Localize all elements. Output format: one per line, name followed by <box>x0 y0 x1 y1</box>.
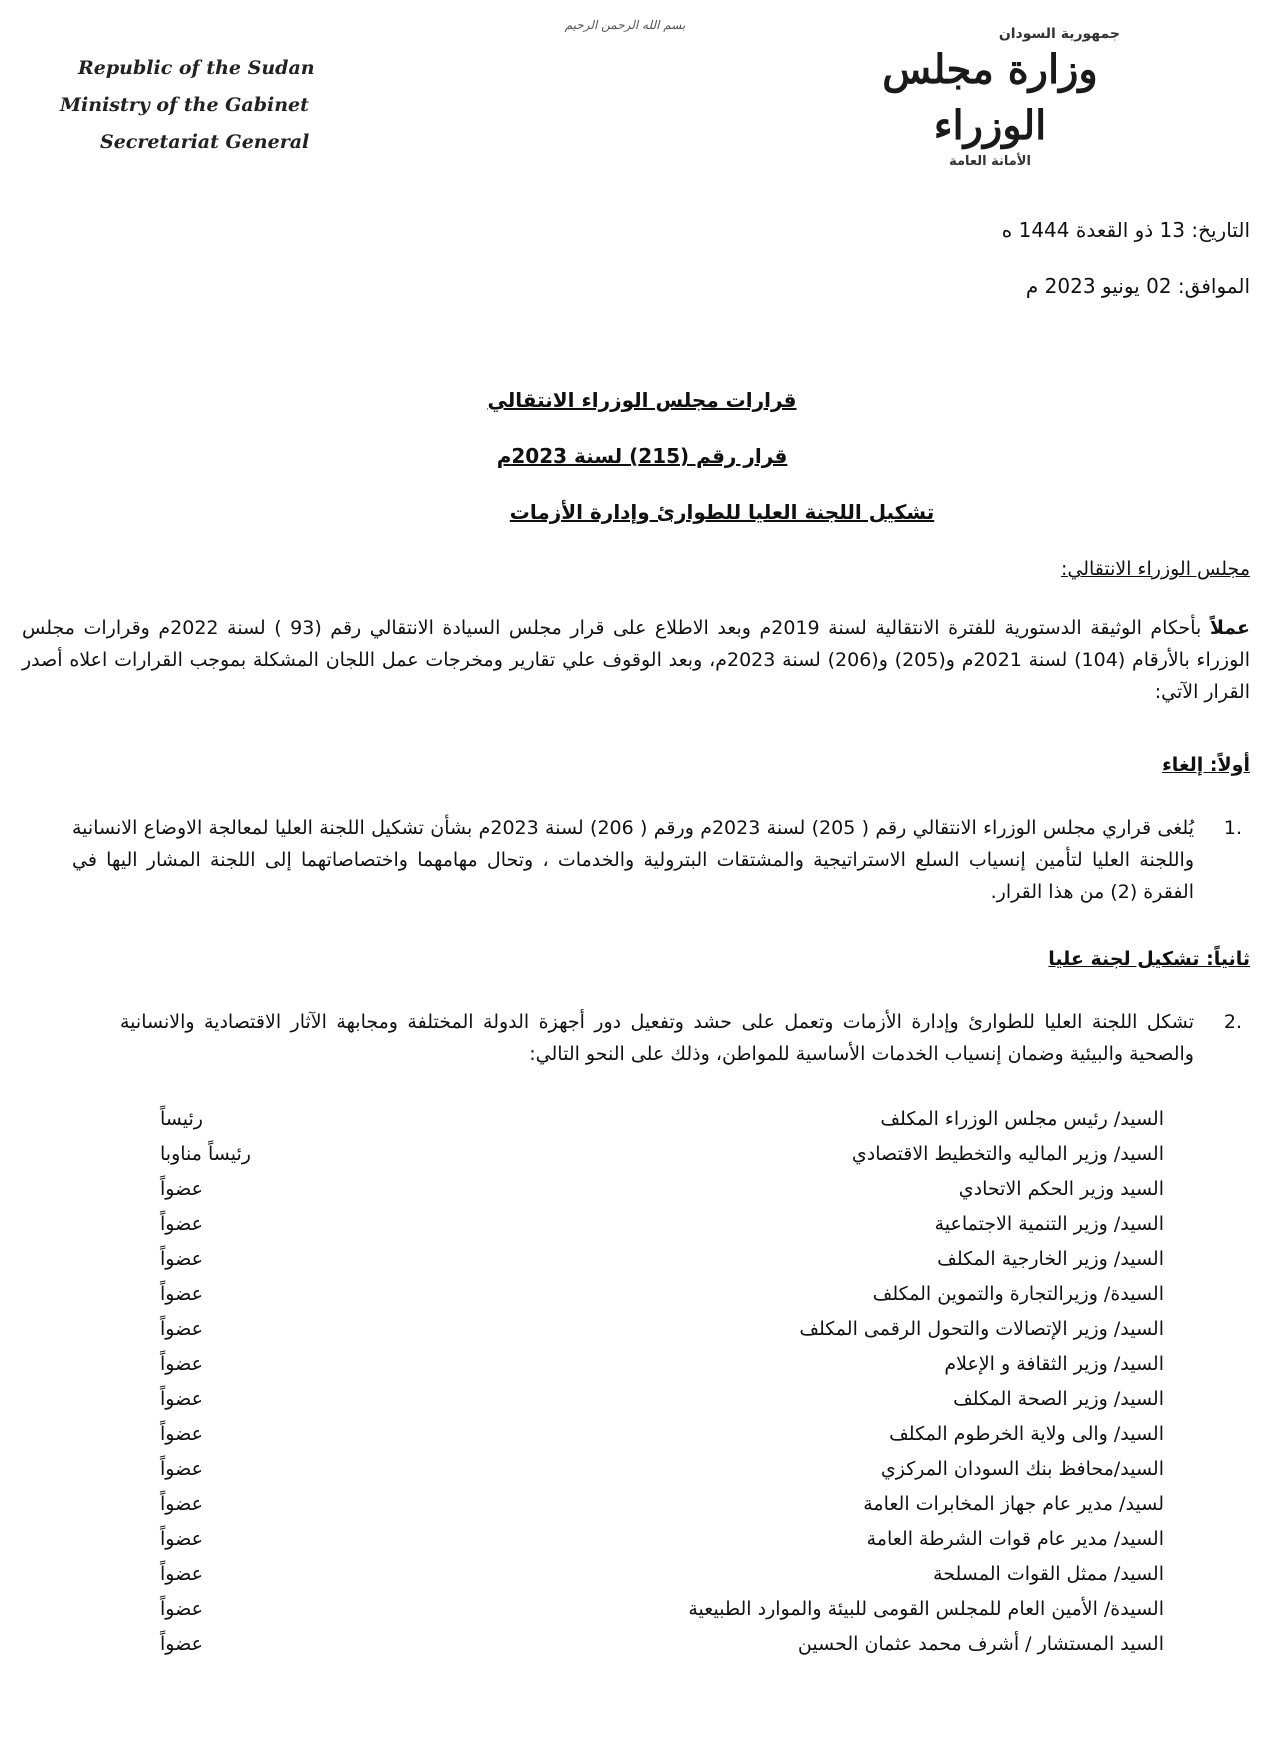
member-row <box>160 1242 1164 1277</box>
member-row <box>160 1312 1164 1347</box>
member-name: السيد/ وزير الماليه والتخطيط الاقتصادي <box>851 1143 1164 1165</box>
member-name: السيدة/ وزيرالتجارة والتموين المكلف <box>872 1283 1164 1305</box>
letterhead-en-ministry: Ministry of the Gabinet <box>60 94 309 116</box>
member-role: عضواً <box>160 1598 203 1620</box>
section-2-heading <box>1048 948 1250 970</box>
section-2-item-number: .2 <box>1223 1011 1242 1033</box>
member-name: السيد/ وزير التنمية الاجتماعية <box>934 1213 1164 1235</box>
member-row <box>160 1522 1164 1557</box>
gregorian-date: الموافق: 02 يونيو 2023 م <box>1025 274 1250 298</box>
title-decision-number-text: قرار رقم (215) لسنة 2023م <box>496 444 788 468</box>
member-name: السيد وزير الحكم الاتحادي <box>958 1178 1164 1200</box>
member-role: عضواً <box>160 1633 203 1655</box>
member-role: عضواً <box>160 1493 203 1515</box>
member-role: رئيساً مناوبا <box>160 1143 251 1165</box>
preamble-text: بأحكام الوثيقة الدستورية للفترة الانتقالية لسنة 2019م وبعد الاطلاع على قرار مجلس السيادة الانتقالي رقم (93 ) لسنة 2022م وقرارات مجلس الوزراء بالأرقام (104) لسنة 2021م و(205) و(206) لسنة 2023م، وبعد الوقوف علي تقارير ومخرجات عمل اللجان المشكلة بموجب القرارات اعلاه أصدر القرار الآتي: <box>22 617 1250 703</box>
member-name: السيد/ وزير الصحة المكلف <box>953 1388 1164 1410</box>
member-role: عضواً <box>160 1353 203 1375</box>
member-row <box>160 1277 1164 1312</box>
member-row <box>160 1417 1164 1452</box>
member-name: السيد/ وزير الثقافة و الإعلام <box>944 1353 1164 1375</box>
decision-titles <box>0 372 1284 540</box>
member-row <box>160 1487 1164 1522</box>
member-name: السيد/ وزير الخارجية المكلف <box>937 1248 1164 1270</box>
member-row <box>160 1347 1164 1382</box>
member-name: السيدة/ الأمين العام للمجلس القومى للبيئة والموارد الطبيعية <box>688 1598 1164 1620</box>
member-row <box>160 1592 1164 1627</box>
letterhead-ar-secretariat: الأمانة العامة <box>949 154 1031 169</box>
member-role: عضواً <box>160 1423 203 1445</box>
member-row <box>160 1382 1164 1417</box>
member-role: عضواً <box>160 1178 203 1200</box>
member-row <box>160 1137 1164 1172</box>
member-name: السيد/ مدير عام قوات الشرطة العامة <box>866 1528 1164 1550</box>
member-row <box>160 1452 1164 1487</box>
member-role: عضواً <box>160 1563 203 1585</box>
member-row <box>160 1102 1164 1137</box>
basmala-calligraphy: بسم الله الرحمن الرحيم <box>564 18 686 32</box>
member-name: السيد/محافظ بنك السودان المركزي <box>880 1458 1164 1480</box>
letterhead-ar-country: جمهورية السودان <box>998 26 1120 42</box>
section-2-heading-text: ثانياً: تشكيل لجنة عليا <box>1048 948 1250 970</box>
letterhead-en-republic: Republic of the Sudan <box>78 57 315 79</box>
member-role: عضواً <box>160 1388 203 1410</box>
letterhead-english <box>60 50 360 161</box>
member-role: عضواً <box>160 1458 203 1480</box>
member-name: لسيد/ مدير عام جهاز المخابرات العامة <box>863 1493 1164 1515</box>
preamble-paragraph <box>22 612 1250 708</box>
member-role: عضواً <box>160 1248 203 1270</box>
section-2-item <box>120 1006 1242 1076</box>
member-role: عضواً <box>160 1528 203 1550</box>
letterhead-ar-ministry: وزارة مجلس الوزراء <box>882 46 1098 149</box>
letterhead-en-secretariat: Secretariat General <box>100 131 310 153</box>
member-row <box>160 1207 1164 1242</box>
section-2-item-text: تشكل اللجنة العليا للطوارئ وإدارة الأزمات وتعمل على حشد وتفعيل دور أجهزة الدولة المختلفة ومجابهة الآثار الاقتصادية والانسانية والصحية والبيئية وضمان إنسياب الخدمات الأساسية للمواطن، وذلك على النحو التالي: <box>120 1011 1194 1065</box>
member-role: عضواً <box>160 1318 203 1340</box>
title-decisions <box>0 372 1284 428</box>
member-name: السيد المستشار / أشرف محمد عثمان الحسين <box>797 1633 1164 1655</box>
preamble-lead: عملاً <box>1209 617 1250 639</box>
letterhead-arabic <box>820 26 1160 169</box>
member-row <box>160 1172 1164 1207</box>
section-1-item-number: .1 <box>1223 817 1242 839</box>
member-name: السيد/ رئيس مجلس الوزراء المكلف <box>880 1108 1164 1130</box>
title-committee-text: تشكيل اللجنة العليا للطوارئ وإدارة الأزمات <box>509 500 935 524</box>
member-name: السيد/ والى ولاية الخرطوم المكلف <box>889 1423 1164 1445</box>
date-block <box>1002 202 1250 314</box>
section-1-item-text: يُلغى قراري مجلس الوزراء الانتقالي رقم ( 205) لسنة 2023م ورقم ( 206) لسنة 2023م بشأن تشكيل اللجنة العليا لمعالجة الاوضاع الانسانية واللجنة العليا لتأمين إنسياب السلع الاستراتيجية والمشتقات البترولية والخدمات ، وتحال مهامهما واختصاصاتهما إلى اللجنة المشار اليها في الفقرة (2) من هذا القرار. <box>72 817 1194 903</box>
council-label <box>1061 558 1250 580</box>
council-label-text: مجلس الوزراء الانتقالي: <box>1060 558 1250 580</box>
member-row <box>160 1557 1164 1592</box>
member-role: رئيساً <box>160 1108 203 1130</box>
member-role: عضواً <box>160 1283 203 1305</box>
section-1-heading <box>1162 754 1250 776</box>
member-name: السيد/ ممثل القوات المسلحة <box>933 1563 1164 1585</box>
section-1-heading-text: أولاً: إلغاء <box>1162 754 1250 776</box>
committee-members-list <box>160 1102 1164 1662</box>
title-decision-number <box>0 428 1284 484</box>
title-committee <box>0 484 1284 540</box>
member-name: السيد/ وزير الإتصالات والتحول الرقمى المكلف <box>799 1318 1164 1340</box>
section-1-item <box>72 812 1242 942</box>
member-row <box>160 1627 1164 1662</box>
member-role: عضواً <box>160 1213 203 1235</box>
title-decisions-text: قرارات مجلس الوزراء الانتقالي <box>487 388 797 412</box>
hijri-date: التاريخ: 13 ذو القعدة 1444 ه <box>1001 218 1250 242</box>
